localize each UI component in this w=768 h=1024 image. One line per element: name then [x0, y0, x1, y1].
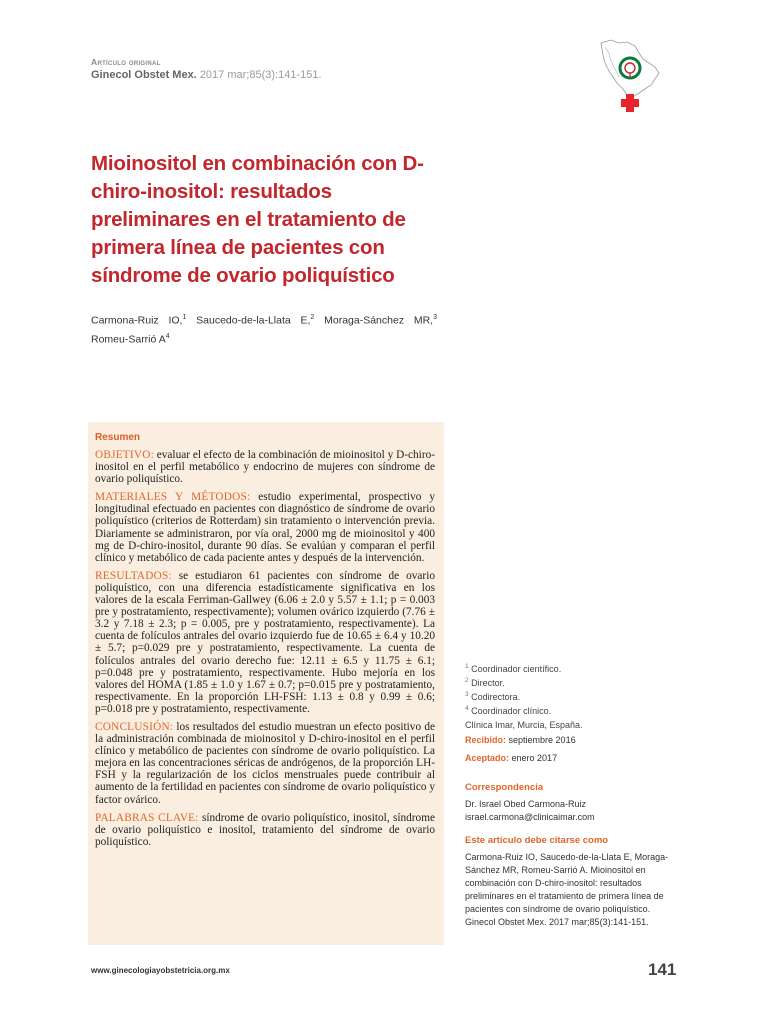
- affiliation-mark: 4: [465, 705, 469, 712]
- correspondence-name: Dr. Israel Obed Carmona-Ruiz: [465, 799, 587, 809]
- abstract-section: [95, 491, 435, 564]
- affiliation-item: [465, 661, 685, 675]
- abstract-section: [95, 721, 435, 806]
- article-title: Mioinositol en combinación con D-chiro-inositol: resultados preliminares en el tratamiento de primera línea de pacientes con síndrome de ovario poliquístico: [91, 152, 424, 287]
- affiliation-item: [465, 703, 685, 717]
- accepted-label: Aceptado:: [465, 753, 510, 763]
- abstract-section-label: OBJETIVO:: [95, 449, 154, 461]
- author-list: [91, 310, 437, 347]
- affiliation-item: [465, 675, 685, 689]
- citation-box: [465, 834, 677, 929]
- received-date-row: [465, 735, 685, 745]
- abstract-box: [88, 422, 444, 945]
- abstract-sections: [95, 449, 435, 848]
- article-dates: [465, 735, 685, 771]
- citation-heading: Este artículo debe citarse como: [465, 835, 609, 846]
- abstract-section-text: los resultados del estudio muestran un efecto positivo de la administración combinada de mioinositol y D-chiro-inositol en el perfil clínico y metabólico de pacientes con síndrome de ovario poliquístico. La mejora en las concentraciones séricas de andrógenos, de la proporción LH-FSH y la regularización de los ciclos menstruales puede contribuir al aumento de la fertilidad en pacientes con síndrome de ovario poliquístico y factor ovárico.: [95, 720, 435, 806]
- author-affiliation-mark: 4: [165, 332, 170, 340]
- author: Moraga-Sánchez MR,: [324, 314, 434, 327]
- affiliation-text: Coordinador científico.: [471, 664, 562, 674]
- citation-text: Carmona-Ruiz IO, Saucedo-de-la-Llata E, Moraga-Sánchez MR, Romeu-Sarrió A. Mioinositol en combinación con D-chiro-inositol: resultados preliminares en el tratamiento de primera línea de pacientes con síndrome de ovario poliquístico. Ginecol Obstet Mex. 2017 mar;85(3):141-151.: [465, 852, 669, 927]
- correspondence-heading: Correspondencia: [465, 782, 544, 793]
- correspondence: [465, 781, 685, 824]
- author-affiliation-mark: 1: [182, 314, 187, 321]
- abstract-section: [95, 449, 435, 485]
- footer-url[interactable]: www.ginecologiayobstetricia.org.mx: [91, 966, 230, 975]
- journal-logo-icon: [597, 37, 665, 113]
- affiliation-text: Coordinador clínico.: [471, 706, 552, 716]
- abstract-section-text: síndrome de ovario poliquístico, inositol, síndrome de ovario poliquístico e inositol, tratamiento del síndrome de ovario poliquístico.: [95, 811, 435, 848]
- affiliation-text: Director.: [471, 678, 505, 688]
- author-affiliation-mark: 3: [433, 314, 437, 321]
- author: Saucedo-de-la-Llata E,: [196, 314, 311, 327]
- abstract-section-label: PALABRAS CLAVE:: [95, 811, 199, 824]
- author: Carmona-Ruiz IO,: [91, 314, 183, 327]
- abstract-section-label: CONCLUSIÓN:: [95, 720, 174, 733]
- accepted-date: enero 2017: [511, 753, 558, 763]
- journal-citation: 2017 mar;85(3):141-151.: [199, 69, 322, 81]
- affiliation-text: Codirectora.: [471, 692, 521, 702]
- accepted-date-row: [465, 753, 685, 763]
- affiliation-item: [465, 717, 685, 731]
- abstract-section-text: evaluar el efecto de la combinación de mioinositol y D-chiro-inositol en el perfil metabólico y endocrino de mujeres con síndrome de ovario poliquístico.: [95, 449, 435, 486]
- journal-line: [91, 69, 322, 81]
- abstract-section-text: estudio experimental, prospectivo y longitudinal efectuado en pacientes con diagnóstico de síndrome de ovario poliquístico (criterios de Rotterdam) sin tratamiento o intervención previa. Diariamente se administraron, por vía oral, 2000 mg de mioinositol y 400 mg de D-chiro-inositol, durante 90 días. Se evalúan y comparan el perfil clínico y metabólico de cada paciente antes y después de la intervención.: [95, 491, 436, 564]
- author: Romeu-Sarrió A: [91, 333, 166, 345]
- affiliation-mark: 2: [465, 677, 469, 684]
- abstract-section-label: RESULTADOS:: [95, 569, 172, 582]
- affiliation-mark: 3: [465, 691, 469, 698]
- affiliation-mark: 1: [465, 663, 469, 670]
- journal-name: Ginecol Obstet Mex.: [91, 69, 197, 81]
- affiliations: [465, 661, 685, 731]
- affiliation-item: [465, 689, 685, 703]
- correspondence-email[interactable]: israel.carmona@clinicaimar.com: [465, 812, 595, 822]
- abstract-section-label: MATERIALES Y MÉTODOS:: [95, 491, 251, 504]
- article-type: Artículo original: [91, 57, 161, 67]
- article-header: [91, 57, 322, 81]
- author-affiliation-mark: 2: [310, 314, 315, 321]
- affiliation-text: Clínica Imar, Murcia, España.: [465, 720, 583, 730]
- received-date: septiembre 2016: [508, 735, 576, 745]
- abstract-heading: Resumen: [95, 432, 141, 443]
- abstract-section: [95, 812, 435, 848]
- page-number: 141: [648, 960, 677, 979]
- abstract-section-text: se estudiaron 61 pacientes con síndrome de ovario poliquístico, con una diferencia estadísticamente significativa en los valores de la escala Ferriman-Gallwey (6.06 ± 2.0 y 5.57 ± 1.1; p = 0.003 pre y postratamiento, respectivamente); volumen ovárico izquierdo (7.76 ± 3.2 y 7.18 ± 2.3; p = 0.005, pre y postratamiento, respectivamente). La cuenta de folículos antrales del ovario izquierdo fue de 10.65 ± 6.4 y 10.20 ± 5.7; p=0.029 pre y postratamiento, respectivamente. La cuenta de folículos antrales del ovario derecho fue: 12.11 ± 6.5 y 11.75 ± 6.1; p=0.048 pre y postratamiento, respectivamente. Hubo mejoría en los valores del HOMA (1.85 ± 1.0 y 1.67 ± 0.7; p=0.015 pre y postratamiento, respectivamente. En la proporción LH-FSH: 1.13 ± 0.8 y 0.99 ± 0.6; p=0.018 pre y postratamiento, respectivamente.: [95, 569, 435, 715]
- received-label: Recibido:: [465, 735, 507, 745]
- abstract-section: [95, 570, 435, 715]
